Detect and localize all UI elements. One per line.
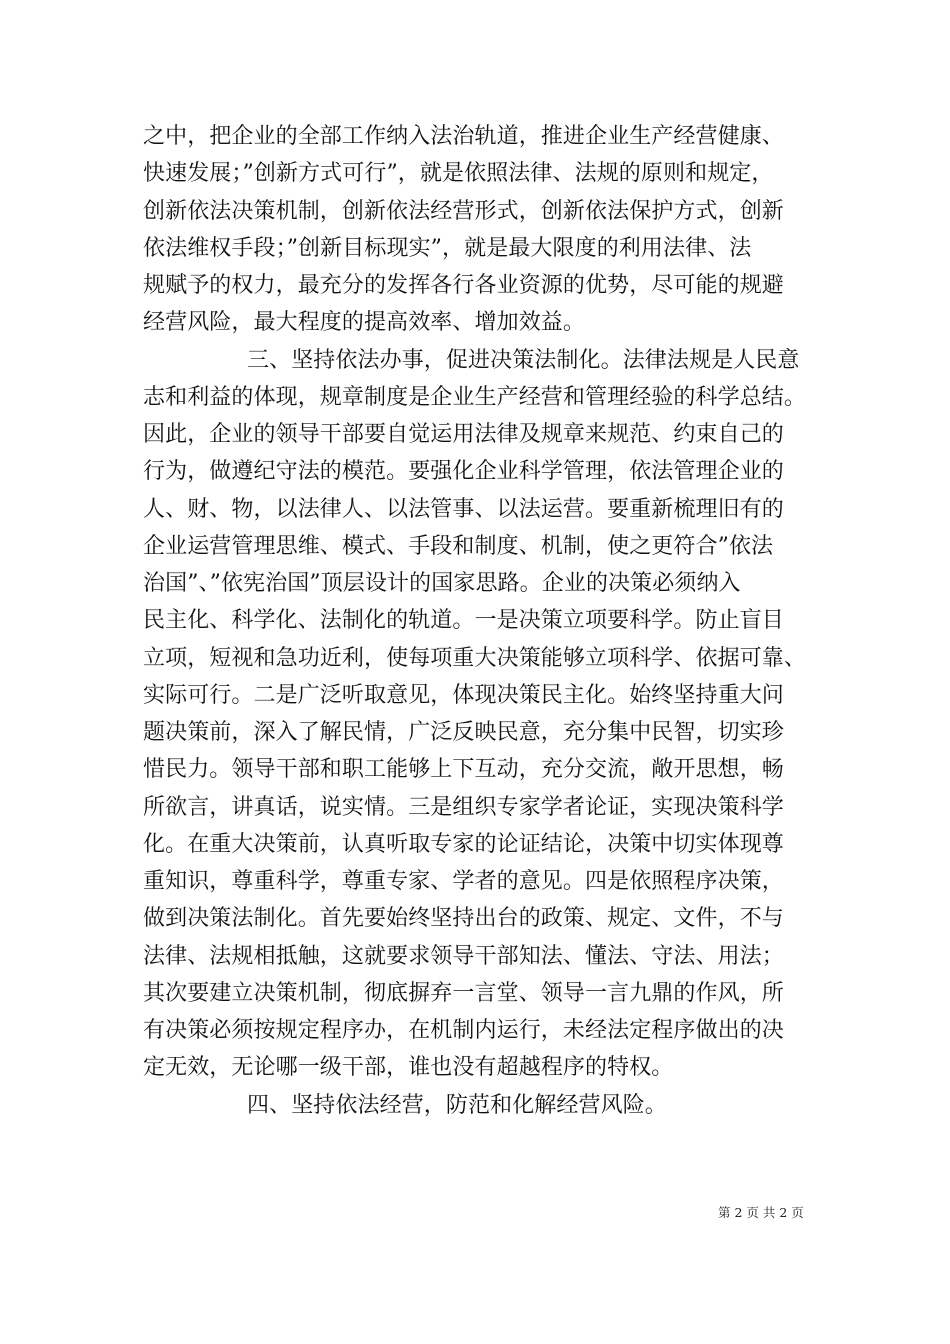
text-line: 其次要建立决策机制，彻底摒弃一言堂、领导一言九鼎的作风，所	[143, 980, 784, 1006]
text-line: 行为，做遵纪守法的模范。要强化企业科学管理，依法管理企业的	[143, 459, 784, 485]
text-line: 做到决策法制化。首先要始终坚持出台的政策、规定、文件，不与	[143, 906, 784, 932]
text-line: 之中，把企业的全部工作纳入法治轨道，推进企业生产经营健康、	[143, 124, 784, 149]
paragraph-heading-line: 三、坚持依法办事，促进决策法制化。法律法规是人民意	[247, 347, 800, 373]
text-line: 治国”、”依宪治国”顶层设计的国家思路。企业的决策必须纳入	[143, 571, 741, 596]
text-line: 定无效，无论哪一级干部，谁也没有超越程序的特权。	[143, 1055, 674, 1081]
text-line: 志和利益的体现，规章制度是企业生产经营和管理经验的科学总结。	[143, 384, 807, 410]
text-line: 因此，企业的领导干部要自觉运用法律及规章来规范、约束自己的	[143, 422, 784, 447]
text-line: 经营风险，最大程度的提高效率、增加效益。	[143, 310, 586, 336]
text-line: 重知识，尊重科学，尊重专家、学者的意见。四是依照程序决策，	[143, 869, 784, 894]
text-line: 规赋予的权力，最充分的发挥各行各业资源的优势，尽可能的规避	[143, 273, 784, 298]
text-line: 有决策必须按规定程序办，在机制内运行，未经法定程序做出的决	[143, 1018, 784, 1043]
text-line: 题决策前，深入了解民情，广泛反映民意，充分集中民智，切实珍	[143, 720, 784, 745]
text-line: 惜民力。领导干部和职工能够上下互动，充分交流，敞开思想，畅	[143, 757, 784, 783]
text-line: 化。在重大决策前，认真听取专家的论证结论，决策中切实体现尊	[143, 831, 784, 857]
text-line: 民主化、科学化、法制化的轨道。一是决策立项要科学。防止盲目	[143, 608, 784, 634]
text-line: 立项，短视和急功近利，使每项重大决策能够立项科学、依据可靠、	[143, 645, 807, 671]
text-line: 企业运营管理思维、模式、手段和制度、机制，使之更符合”依法	[143, 533, 774, 559]
text-line: 依法维权手段；”创新目标现实”，就是最大限度的利用法律、法	[143, 235, 752, 261]
text-line: 创新依法决策机制，创新依法经营形式，创新依法保护方式，创新	[143, 198, 784, 224]
text-line: 人、财、物，以法律人、以法管事、以法运营。要重新梳理旧有的	[143, 496, 784, 522]
page-footer: 第 2 页 共 2 页	[718, 1205, 804, 1220]
text-line: 快速发展；”创新方式可行”，就是依照法律、法规的原则和规定，	[143, 161, 774, 187]
paragraph-heading-line: 四、坚持依法经营，防范和化解经营风险。	[247, 1092, 667, 1118]
text-line: 实际可行。二是广泛听取意见，体现决策民主化。始终坚持重大问	[143, 682, 784, 708]
text-line: 所欲言，讲真话，说实情。三是组织专家学者论证，实现决策科学	[143, 794, 784, 820]
text-line: 法律、法规相抵触，这就要求领导干部知法、懂法、守法、用法；	[143, 943, 784, 969]
document-body	[143, 118, 823, 1124]
